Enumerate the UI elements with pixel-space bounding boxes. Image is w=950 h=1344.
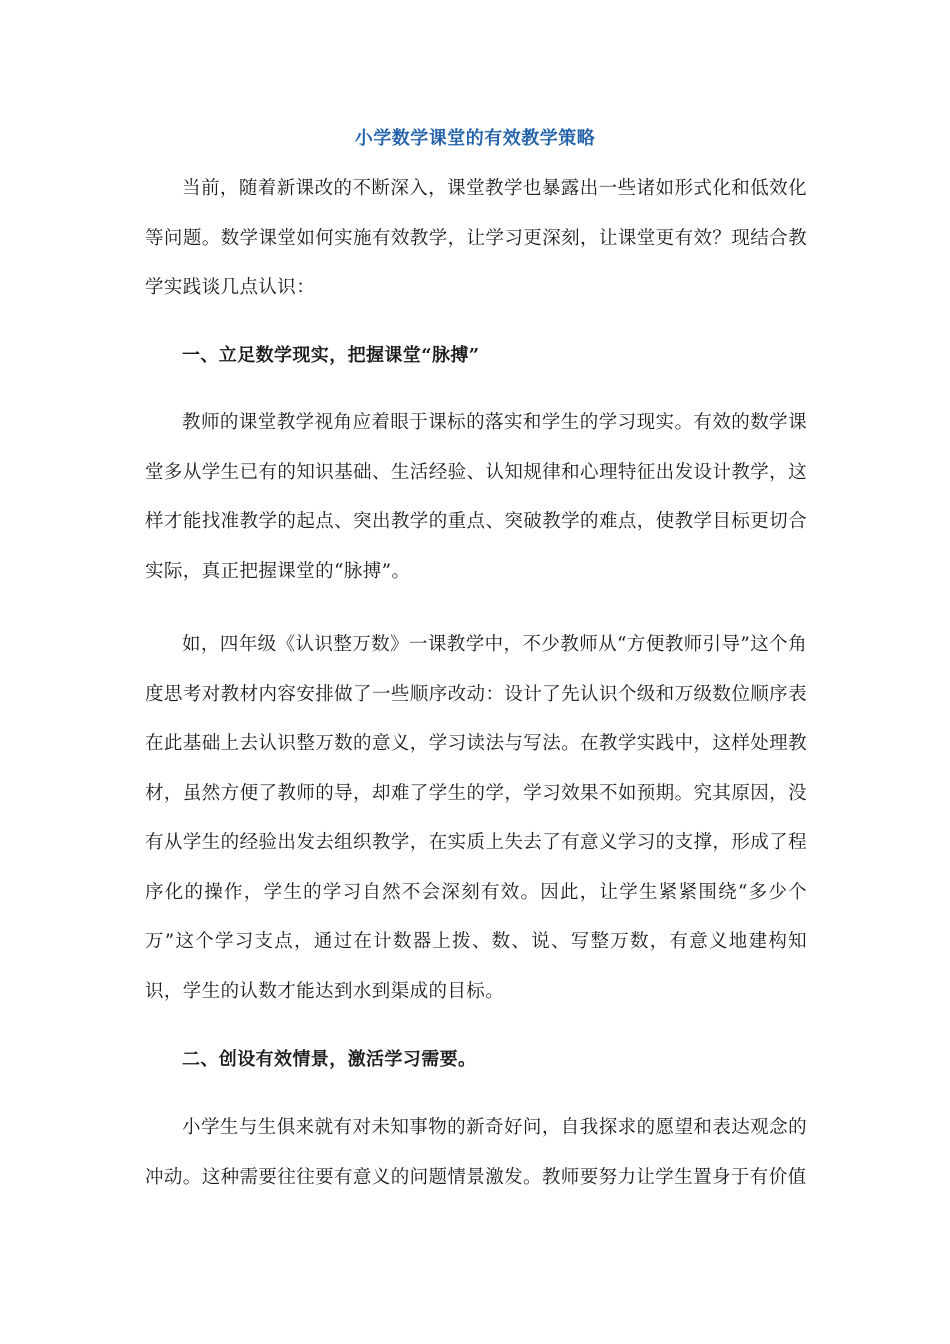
section-2-heading: 二、创设有效情景，激活学习需要。 bbox=[182, 1049, 477, 1070]
intro-paragraph: 当前，随着新课改的不断深入，课堂教学也暴露出一些诸如形式化和低效化等问题。数学课堂如何实施有效教学，让学习更深刻，让课堂更有效？现结合教学实践谈几点认识： bbox=[145, 178, 807, 298]
section-1-heading: 一、立足数学现实，把握课堂“脉搏” bbox=[182, 345, 480, 366]
section-1-paragraph-1: 教师的课堂教学视角应着眼于课标的落实和学生的学习现实。有效的数学课堂多从学生已有的知识基础、生活经验、认知规律和心理特征出发设计教学，这样才能找准教学的起点、突出教学的重点、突破教学的难点，使教学目标更切合实际，真正把握课堂的“脉搏”。 bbox=[145, 412, 807, 582]
document-title: 小学数学课堂的有效教学策略 bbox=[354, 128, 596, 149]
section-1-paragraph-2: 如，四年级《认识整万数》一课教学中，不少教师从“方便教师引导”这个角度思考对教材内容安排做了一些顺序改动：设计了先认识个级和万级数位顺序表在此基础上去认识整万数的意义，学习读法与写法。在教学实践中，这样处理教材，虽然方便了教师的导，却难了学生的学，学习效果不如预期。究其原因，没有从学生的经验出发去组织教学，在实质上失去了有意义学习的支撑，形成了程序化的操作，学生的学习自然不会深刻有效。因此，让学生紧紧围绕“多少个万”这个学习支点，通过在计数器上拨、数、说、写整万数，有意义地建构知识，学生的认数才能达到水到渠成的目标。 bbox=[145, 634, 807, 1002]
section-2-paragraph-1: 小学生与生俱来就有对未知事物的新奇好问，自我探求的愿望和表达观念的冲动。这种需要往往要有意义的问题情景激发。教师要努力让学生置身于有价值 bbox=[145, 1117, 807, 1188]
